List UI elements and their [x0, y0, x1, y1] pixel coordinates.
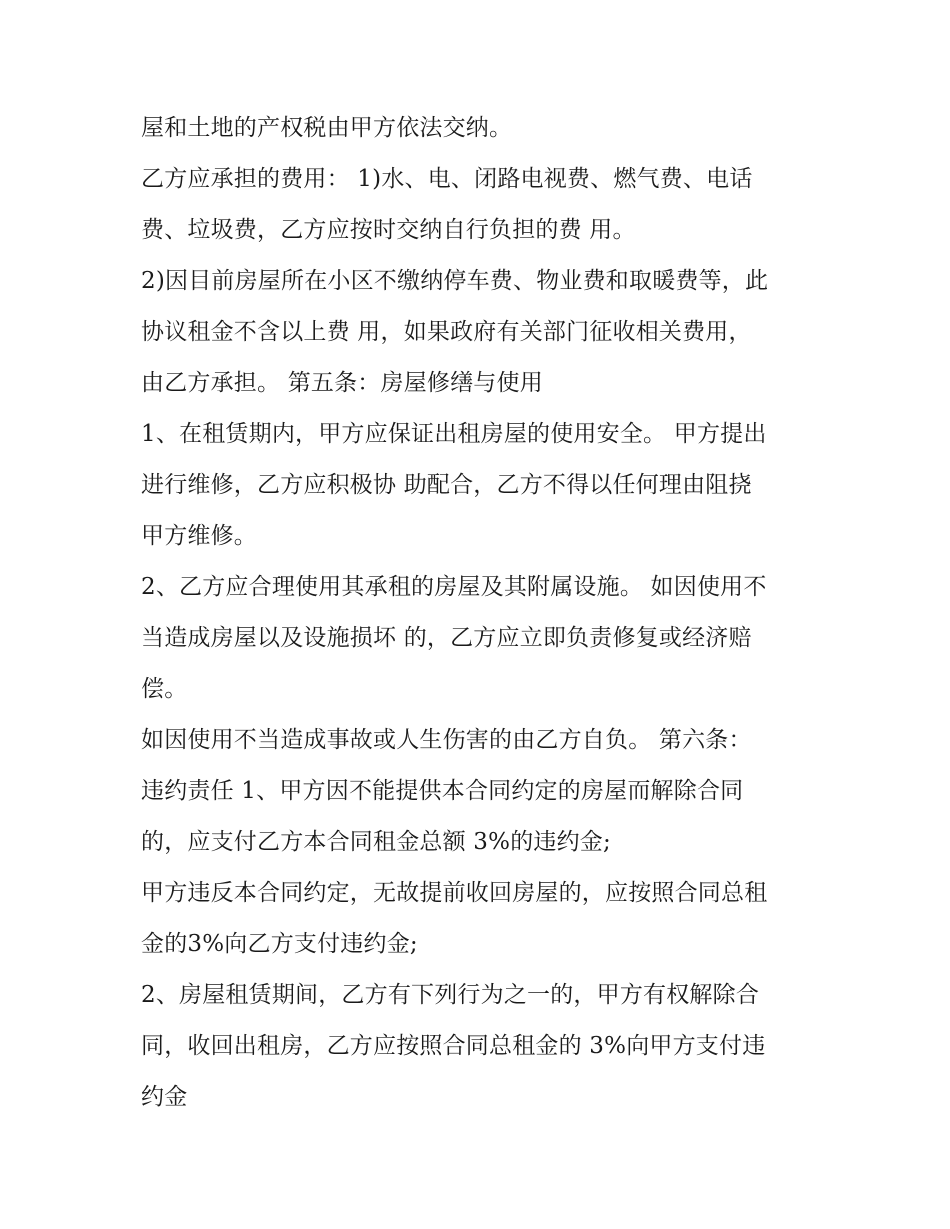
- text-line: 1、在租赁期内，甲方应保证出租房屋的使用安全。 甲方提出: [141, 421, 767, 447]
- text-line: 同，收回出租房，乙方应按照合同总租金的 3%向甲方支付违: [141, 1033, 766, 1059]
- text-line: 违约责任 1、甲方因不能提供本合同约定的房屋而解除合同: [141, 778, 744, 804]
- text-line: 甲方违反本合同约定，无故提前收回房屋的，应按照合同总租: [141, 880, 768, 906]
- text-line: 协议租金不含以上费 用，如果政府有关部门征收相关费用，: [141, 319, 752, 345]
- text-line: 2)因目前房屋所在小区不缴纳停车费、物业费和取暖费等，此: [141, 268, 769, 294]
- text-line: 甲方维修。: [141, 523, 257, 549]
- text-line: 金的3%向乙方支付违约金;: [141, 931, 418, 957]
- text-line: 由乙方承担。 第五条：房屋修缮与使用: [141, 370, 543, 396]
- text-line: 2、乙方应合理使用其承租的房屋及其附属设施。 如因使用不: [141, 574, 767, 600]
- text-line: 偿。: [141, 676, 188, 702]
- text-line: 屋和土地的产权税由甲方依法交纳。: [141, 115, 513, 141]
- text-line: 如因使用不当造成事故或人生伤害的由乙方自负。 第六条：: [141, 727, 752, 753]
- text-line: 费、垃圾费，乙方应按时交纳自行负担的费 用。: [141, 217, 636, 243]
- text-line: 进行维修，乙方应积极协 助配合，乙方不得以任何理由阻挠: [141, 472, 752, 498]
- text-line: 当造成房屋以及设施损坏 的，乙方应立即负责修复或经济赔: [141, 625, 752, 651]
- text-line: 的，应支付乙方本合同租金总额 3%的违约金;: [141, 829, 611, 855]
- text-line: 约金: [141, 1084, 188, 1110]
- text-line: 乙方应承担的费用： 1)水、电、闭路电视费、燃气费、电话: [141, 166, 753, 192]
- text-line: 2、房屋租赁期间，乙方有下列行为之一的，甲方有权解除合: [141, 982, 760, 1008]
